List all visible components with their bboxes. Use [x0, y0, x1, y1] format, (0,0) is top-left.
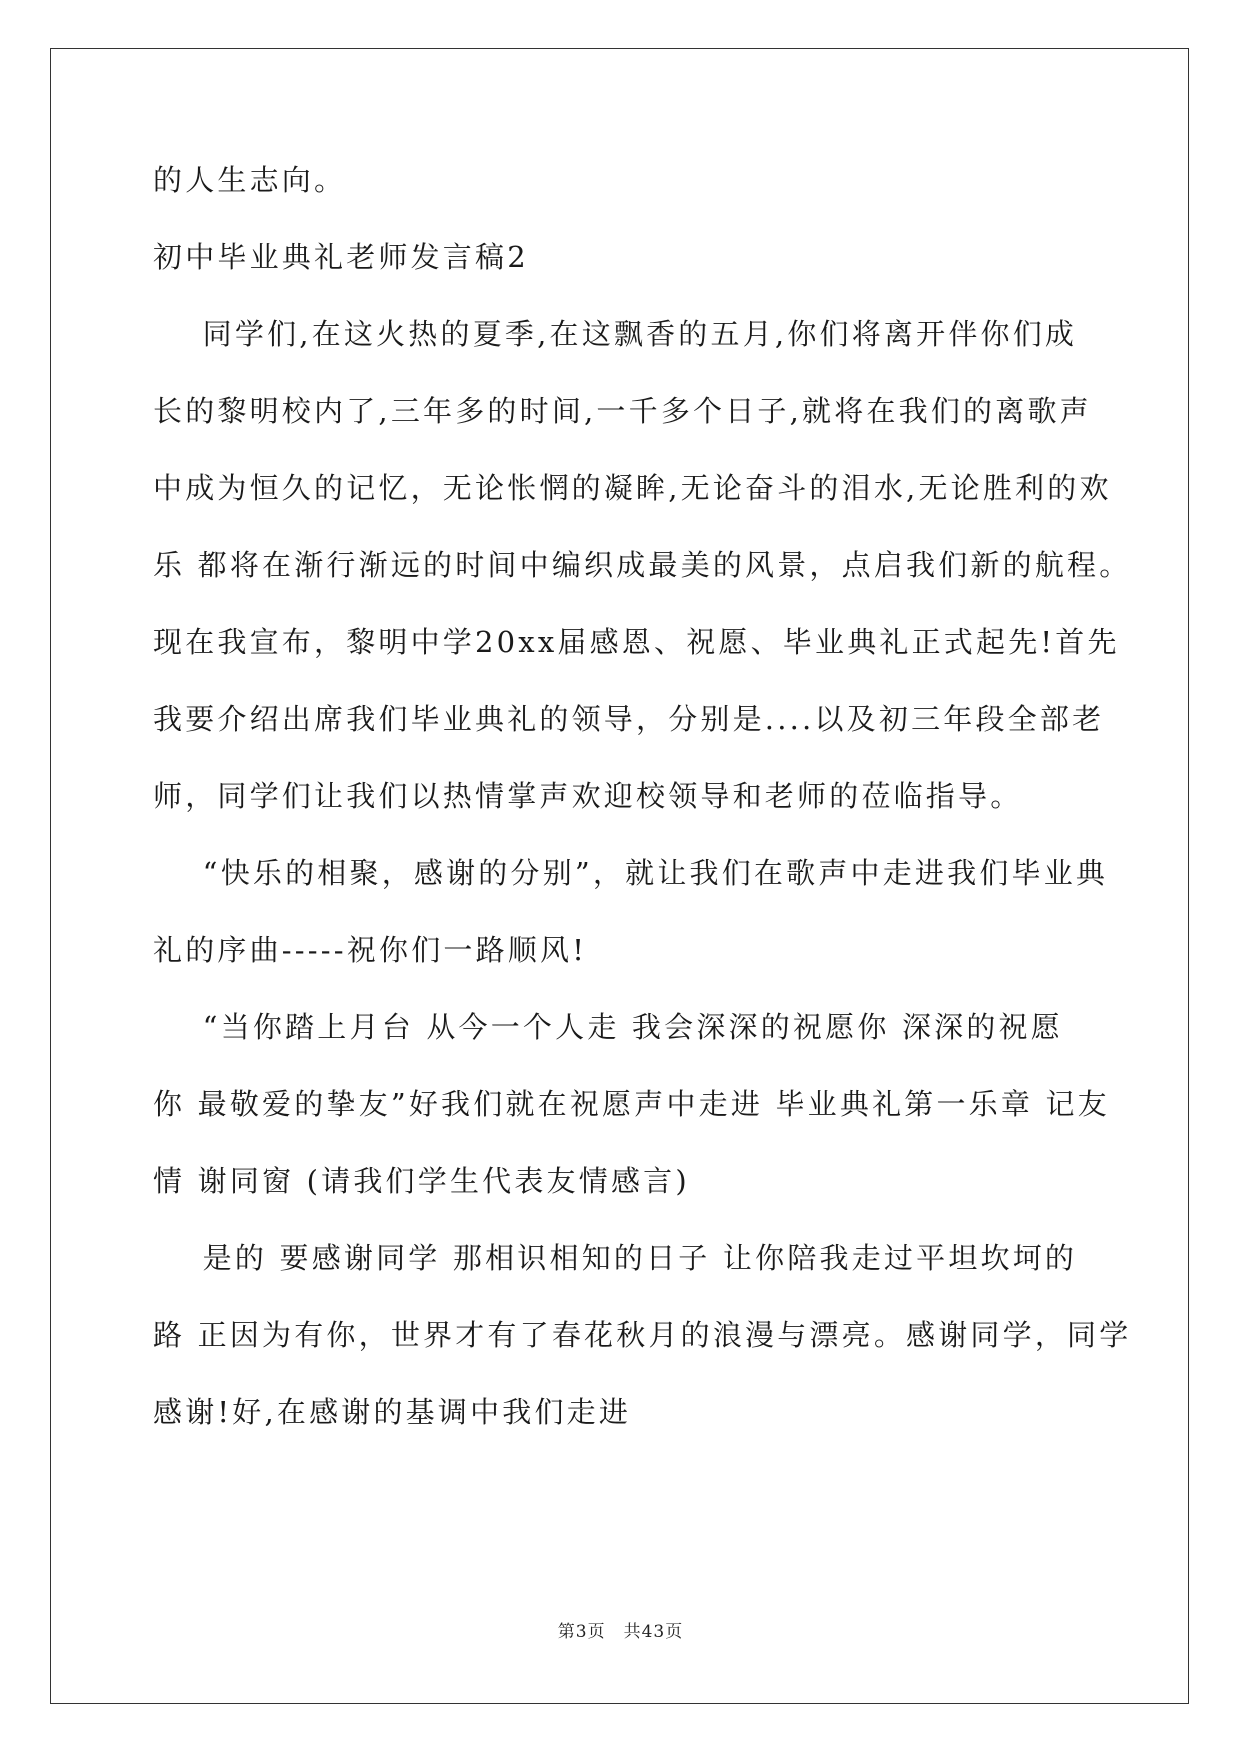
text-line: 我要介绍出席我们毕业典礼的领导，分别是....以及初三年段全部老 [153, 702, 1105, 736]
text-line: 你 最敬爱的挚友”好我们就在祝愿声中走进 毕业典礼第一乐章 记友 [153, 1087, 1110, 1121]
text-line: 长的黎明校内了,三年多的时间,一千多个日子,就将在我们的离歌声 [153, 394, 1092, 428]
text-line: 是的 要感谢同学 那相识相知的日子 让你陪我走过平坦坎坷的 [153, 1241, 1078, 1275]
text-line: 的人生志向。 [153, 163, 347, 197]
text-line: 感谢!好,在感谢的基调中我们走进 [153, 1395, 632, 1429]
page-number: 第3页 [557, 1622, 606, 1642]
text-line: “快乐的相聚，感谢的分别”，就让我们在歌声中走进我们毕业典 [153, 856, 1109, 890]
text-line: 同学们,在这火热的夏季,在这飘香的五月,你们将离开伴你们成 [153, 317, 1078, 351]
text-line: 礼的序曲-----祝你们一路顺风! [153, 933, 588, 967]
text-line: 师，同学们让我们以热情掌声欢迎校领导和老师的莅临指导。 [153, 779, 1023, 813]
text-line: 情 谢同窗 (请我们学生代表友情感言) [153, 1164, 690, 1198]
section-heading: 初中毕业典礼老师发言稿2 [153, 240, 529, 274]
page-total: 共43页 [623, 1622, 684, 1642]
text-line: “当你踏上月台 从今一个人走 我会深深的祝愿你 深深的祝愿 [153, 1010, 1063, 1044]
text-line: 中成为恒久的记忆，无论怅惘的凝眸,无论奋斗的泪水,无论胜利的欢 [153, 471, 1112, 505]
text-line: 现在我宣布，黎明中学20xx届感恩、祝愿、毕业典礼正式起先!首先 [153, 625, 1120, 659]
text-line: 路 正因为有你，世界才有了春花秋月的浪漫与漂亮。感谢同学，同学 [153, 1318, 1132, 1352]
page-footer [0, 1617, 1241, 1642]
text-line: 乐 都将在渐行渐远的时间中编织成最美的风景，点启我们新的航程。 [153, 548, 1132, 582]
